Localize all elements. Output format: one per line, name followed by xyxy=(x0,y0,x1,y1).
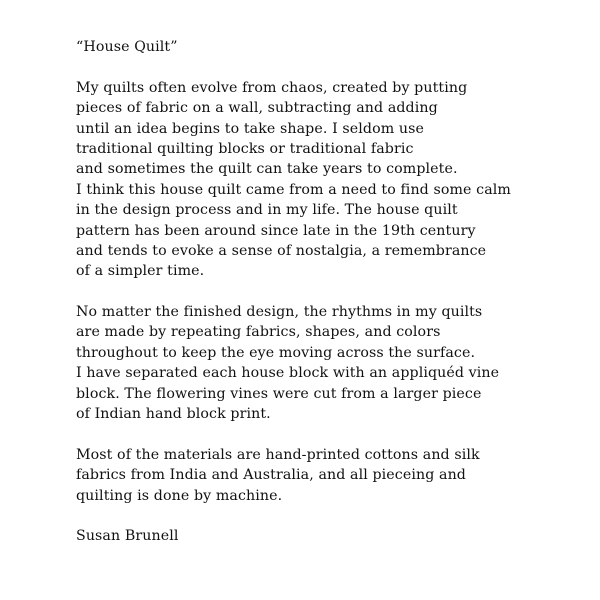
text-line: Most of the materials are hand-printed cottons and silk xyxy=(76,446,480,463)
paragraph-1 xyxy=(76,78,596,282)
text-line: I have separated each house block with an appliquéd vine xyxy=(76,365,500,382)
paragraph-gap xyxy=(76,506,596,526)
text-line: block. The flowering vines were cut from a larger piece xyxy=(76,385,482,402)
text-line: traditional quilting blocks or traditional fabric xyxy=(76,140,414,157)
paragraph-3 xyxy=(76,445,596,506)
paragraph-gap xyxy=(76,424,596,444)
text-line: throughout to keep the eye moving across the surface. xyxy=(76,344,476,361)
text-line: I think this house quilt came from a need to find some calm xyxy=(76,181,511,198)
text-line: fabrics from India and Australia, and all pieceing and xyxy=(76,467,466,484)
text-line: quilting is done by machine. xyxy=(76,487,283,504)
text-line: are made by repeating fabrics, shapes, and colors xyxy=(76,324,441,341)
text-line: of a simpler time. xyxy=(76,263,205,280)
text-line: pieces of fabric on a wall, subtracting and adding xyxy=(76,100,438,117)
paragraph-2 xyxy=(76,302,596,424)
text-line: in the design process and in my life. The house quilt xyxy=(76,202,458,219)
text-line: and sometimes the quilt can take years to complete. xyxy=(76,161,458,178)
paragraph-gap xyxy=(76,282,596,302)
text-line: My quilts often evolve from chaos, created by putting xyxy=(76,79,468,96)
document-title: “House Quilt” xyxy=(76,39,178,55)
author-signature: Susan Brunell xyxy=(76,528,179,545)
text-line: until an idea begins to take shape. I seldom use xyxy=(76,120,424,137)
text-line: pattern has been around since late in the 19th century xyxy=(76,222,476,239)
artist-statement xyxy=(76,37,596,547)
text-line: No matter the finished design, the rhythms in my quilts xyxy=(76,304,483,321)
text-line: of Indian hand block print. xyxy=(76,406,271,423)
paragraph-gap xyxy=(76,57,596,77)
text-line: and tends to evoke a sense of nostalgia, a remembrance xyxy=(76,242,487,259)
